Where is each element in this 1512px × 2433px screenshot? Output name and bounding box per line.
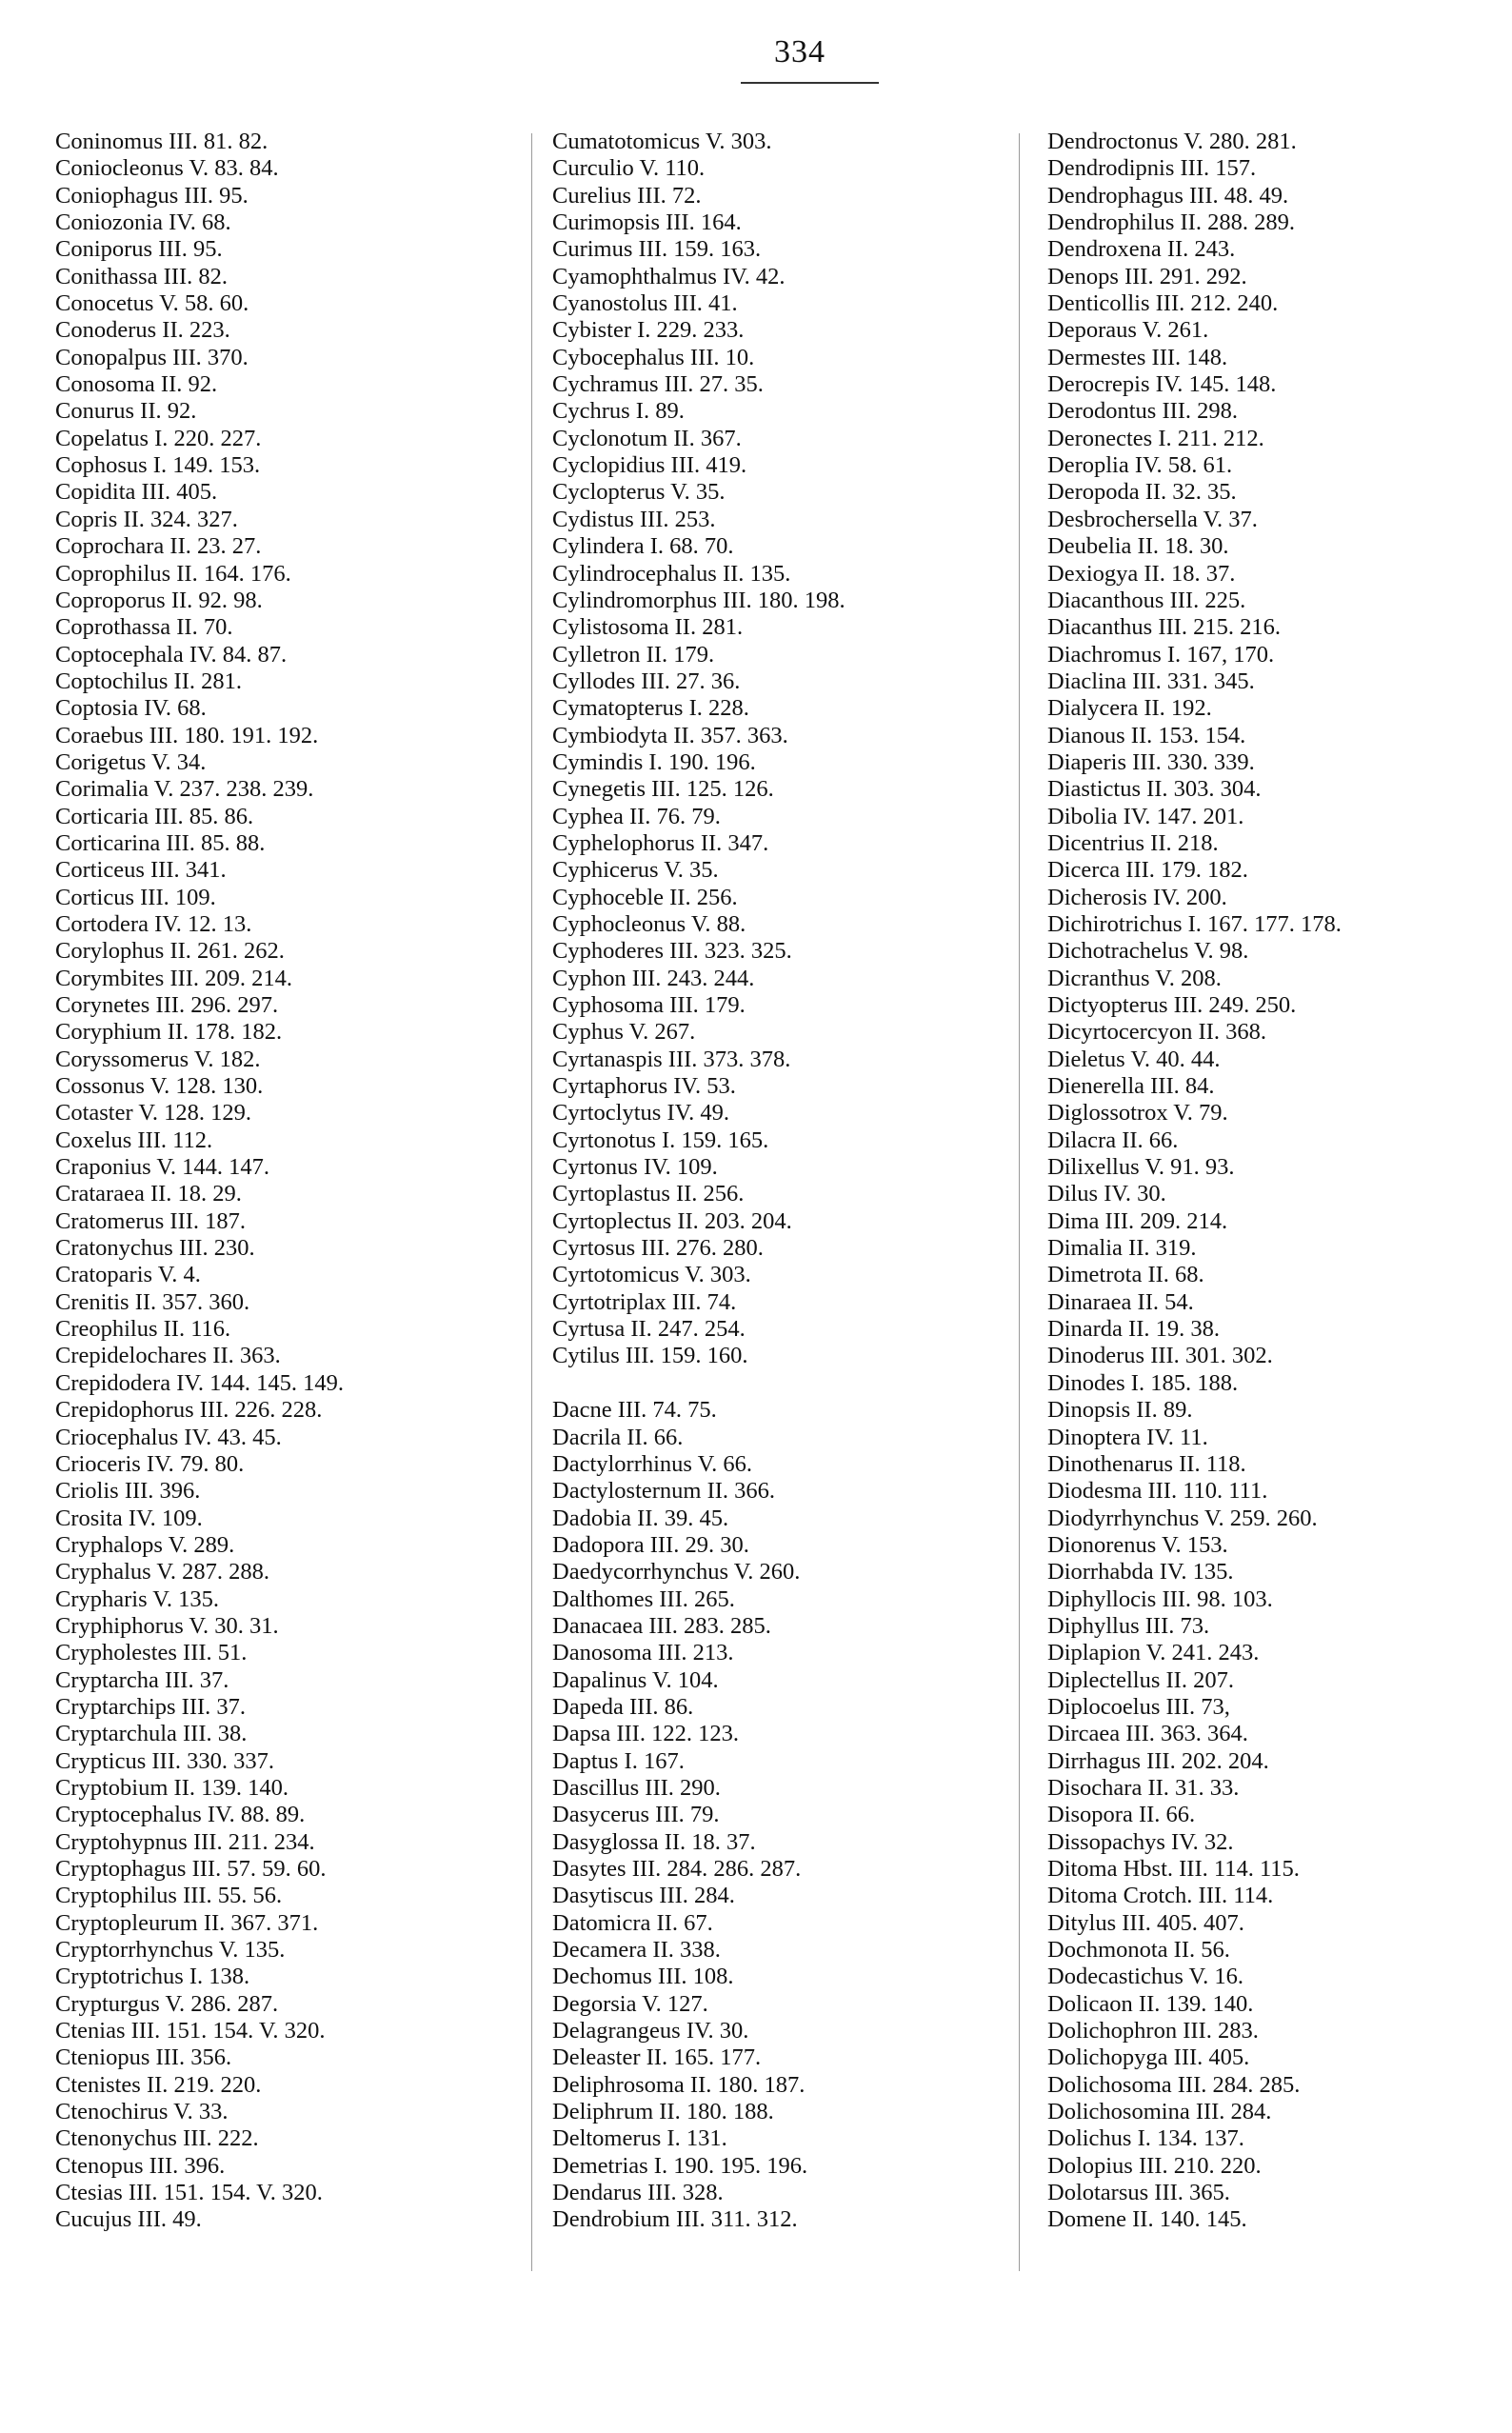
index-entry: Crypticus III. 330. 337.: [55, 1747, 274, 1774]
index-entry: Deliphrum II. 180. 188.: [552, 2099, 774, 2125]
index-entry: Coninomus III. 81. 82.: [55, 129, 269, 154]
index-entry: Dolotarsus III. 365.: [1047, 2180, 1230, 2206]
index-entry: Ctenistes II. 219. 220.: [55, 2071, 262, 2098]
index-entry: Cynegetis III. 125. 126.: [552, 776, 774, 803]
index-entry: Coraebus III. 180. 191. 192.: [55, 722, 319, 748]
index-entry: Coprothassa II. 70.: [55, 614, 233, 641]
index-entry: Diacanthous III. 225.: [1047, 587, 1246, 613]
section-gap: [552, 1370, 1028, 1397]
index-entry: Dadobia II. 39. 45.: [552, 1505, 729, 1531]
index-entry: Dactylosternum II. 366.: [552, 1478, 776, 1505]
index-entry: Dendrophilus II. 288. 289.: [1047, 209, 1295, 236]
index-entry: Cyclopidius III. 419.: [552, 452, 747, 479]
index-entry: Diorrhabda IV. 135.: [1047, 1559, 1234, 1585]
index-entry: Cyrtotriplax III. 74.: [552, 1288, 737, 1315]
index-entry: Cyrtoplectus II. 203. 204.: [552, 1207, 792, 1234]
index-entry: Crosita IV. 109.: [55, 1505, 203, 1531]
index-entry: Cossonus V. 128. 130.: [55, 1073, 264, 1100]
index-entry: Cryptopleurum II. 367. 371.: [55, 1909, 319, 1936]
index-entry: Decamera II. 338.: [552, 1937, 721, 1964]
index-entry: Crepidophorus III. 226. 228.: [55, 1397, 323, 1424]
index-entry: Cymbiodyta II. 357. 363.: [552, 722, 788, 748]
index-entry: Dinothenarus II. 118.: [1047, 1450, 1246, 1477]
index-entry: Datomicra II. 67.: [552, 1909, 713, 1936]
index-entry: Cryptarchips III. 37.: [55, 1693, 247, 1720]
index-entry: Cryptobium II. 139. 140.: [55, 1774, 288, 1801]
index-entry: Cryptophilus III. 55. 56.: [55, 1883, 283, 1909]
index-entry: Diodesma III. 110. 111.: [1047, 1478, 1268, 1505]
index-entry: Cryptotrichus I. 138.: [55, 1964, 250, 1990]
index-entry: Crenitis II. 357. 360.: [55, 1288, 250, 1315]
index-entry: Delagrangeus IV. 30.: [552, 2018, 749, 2044]
index-entry: Coproporus II. 92. 98.: [55, 587, 263, 613]
index-entry: Cratoparis V. 4.: [55, 1262, 201, 1288]
index-entry: Cylistosoma II. 281.: [552, 614, 744, 641]
index-entry: Cyanostolus III. 41.: [552, 290, 738, 317]
index-entry: Diplapion V. 241. 243.: [1047, 1640, 1260, 1666]
index-entry: Dionorenus V. 153.: [1047, 1531, 1228, 1558]
index-entry: Curculio V. 110.: [552, 155, 706, 182]
index-entry: Coptocephala IV. 84. 87.: [55, 641, 288, 668]
index-entry: Dascillus III. 290.: [552, 1774, 721, 1801]
index-entry: Dechomus III. 108.: [552, 1964, 734, 1990]
index-entry: Dolichosomina III. 284.: [1047, 2099, 1272, 2125]
index-entry: Coniporus III. 95.: [55, 236, 223, 263]
index-entry: Diaperis III. 330. 339.: [1047, 748, 1255, 775]
index-entry: Daptus I. 167.: [552, 1747, 685, 1774]
index-entry: Diachromus I. 167, 170.: [1047, 641, 1275, 668]
index-entry: Cydistus III. 253.: [552, 506, 716, 532]
index-entry: Conurus II. 92.: [55, 398, 197, 425]
index-entry: Crataraea II. 18. 29.: [55, 1181, 242, 1207]
index-entry: Dinarda II. 19. 38.: [1047, 1316, 1220, 1343]
index-entry: Cratomerus III. 187.: [55, 1207, 247, 1234]
index-entry: Daedycorrhynchus V. 260.: [552, 1559, 801, 1585]
index-entry: Dermestes III. 148.: [1047, 344, 1228, 370]
index-entry: Crypharis V. 135.: [55, 1585, 219, 1612]
index-column-2: [552, 129, 1028, 2234]
index-entry: Curimopsis III. 164.: [552, 209, 742, 236]
index-entry: Cryphalops V. 289.: [55, 1531, 235, 1558]
index-entry: Cortodera IV. 12. 13.: [55, 910, 252, 937]
index-entry: Cryphalus V. 287. 288.: [55, 1559, 270, 1585]
index-entry: Conithassa III. 82.: [55, 263, 228, 289]
index-entry: Dapsa III. 122. 123.: [552, 1721, 739, 1747]
index-entry: Cteniopus III. 356.: [55, 2044, 232, 2071]
index-entry: Dolicaon II. 139. 140.: [1047, 1990, 1254, 2017]
index-entry: Cymatopterus I. 228.: [552, 695, 749, 722]
index-entry: Diaclina III. 331. 345.: [1047, 668, 1255, 694]
index-entry: Dircaea III. 363. 364.: [1047, 1721, 1248, 1747]
index-entry: Cyphelophorus II. 347.: [552, 829, 769, 856]
index-entry: Degorsia V. 127.: [552, 1990, 708, 2017]
index-entry: Dadopora III. 29. 30.: [552, 1531, 749, 1558]
index-entry: Deronectes I. 211. 212.: [1047, 425, 1264, 451]
index-entry: Coptosia IV. 68.: [55, 695, 207, 722]
index-entry: Diphyllocis III. 98. 103.: [1047, 1585, 1273, 1612]
index-entry: Dendrodipnis III. 157.: [1047, 155, 1257, 182]
index-entry: Ditoma Crotch. III. 114.: [1047, 1883, 1274, 1909]
index-entry: Criolis III. 396.: [55, 1478, 201, 1505]
index-entry: Cymindis I. 190. 196.: [552, 748, 756, 775]
index-entry: Dacne III. 74. 75.: [552, 1397, 717, 1424]
index-entry: Dibolia IV. 147. 201.: [1047, 803, 1244, 829]
index-entry: Cychramus III. 27. 35.: [552, 371, 764, 398]
index-entry: Dialycera II. 192.: [1047, 695, 1212, 722]
index-entry: Crepidelochares II. 363.: [55, 1343, 281, 1369]
index-entry: Dendroctonus V. 280. 281.: [1047, 129, 1297, 154]
index-entry: Deroplia IV. 58. 61.: [1047, 452, 1233, 479]
index-entry: Dinodes I. 185. 188.: [1047, 1369, 1239, 1396]
index-entry: Denticollis III. 212. 240.: [1047, 290, 1279, 317]
index-entry: Dasycerus III. 79.: [552, 1802, 720, 1828]
index-entry: Cryptocephalus IV. 88. 89.: [55, 1802, 306, 1828]
index-entry: Deltomerus I. 131.: [552, 2125, 727, 2152]
index-entry: Dapeda III. 86.: [552, 1693, 694, 1720]
index-entry: Crioceris IV. 79. 80.: [55, 1450, 245, 1477]
index-entry: Dalthomes III. 265.: [552, 1585, 735, 1612]
index-entry: Cyrtoclytus IV. 49.: [552, 1100, 730, 1127]
index-entry: Dolopius III. 210. 220.: [1047, 2152, 1262, 2179]
index-entry: Dexiogya II. 18. 37.: [1047, 560, 1236, 587]
index-entry: Danosoma III. 213.: [552, 1640, 734, 1666]
index-entry: Danacaea III. 283. 285.: [552, 1612, 771, 1639]
index-entry: Conosoma II. 92.: [55, 371, 218, 398]
index-entry: Diplectellus II. 207.: [1047, 1666, 1234, 1693]
index-entry: Cyphoderes III. 323. 325.: [552, 938, 792, 965]
index-entry: Dinaraea II. 54.: [1047, 1288, 1194, 1315]
index-entry: Coprochara II. 23. 27.: [55, 533, 262, 560]
index-entry: Dicentrius II. 218.: [1047, 829, 1219, 856]
index-entry: Domene II. 140. 145.: [1047, 2206, 1247, 2233]
index-entry: Coprophilus II. 164. 176.: [55, 560, 291, 587]
index-entry: Deleaster II. 165. 177.: [552, 2044, 762, 2071]
index-entry: Cyrtotomicus V. 303.: [552, 1262, 751, 1288]
index-entry: Dieletus V. 40. 44.: [1047, 1046, 1221, 1072]
index-entry: Copelatus I. 220. 227.: [55, 425, 262, 451]
index-entry: Cyphus V. 267.: [552, 1019, 696, 1046]
index-entry: Cylletron II. 179.: [552, 641, 715, 668]
index-entry: Conopalpus III. 370.: [55, 344, 249, 370]
index-entry: Cratonychus III. 230.: [55, 1235, 255, 1262]
index-entry: Conoderus II. 223.: [55, 317, 230, 344]
index-entry: Ctenopus III. 396.: [55, 2152, 226, 2179]
index-entry: Ctenias III. 151. 154. V. 320.: [55, 2018, 326, 2044]
index-entry: Dimetrota II. 68.: [1047, 1262, 1204, 1288]
index-entry: Cyphocleonus V. 88.: [552, 910, 746, 937]
index-entry: Crypturgus V. 286. 287.: [55, 1990, 279, 2017]
index-entry: Cyrtonotus I. 159. 165.: [552, 1127, 769, 1153]
index-entry: Dinopsis II. 89.: [1047, 1397, 1193, 1424]
index-entry: Cyphoceble II. 256.: [552, 884, 738, 910]
index-entry: Copidita III. 405.: [55, 479, 218, 506]
index-entry: Cyclonotum II. 367.: [552, 425, 742, 451]
index-entry: Corticeus III. 341.: [55, 857, 227, 884]
index-entry: Dichirotrichus I. 167. 177. 178.: [1047, 910, 1342, 937]
index-entry: Deliphrosoma II. 180. 187.: [552, 2071, 806, 2098]
index-entry: Dacrila II. 66.: [552, 1424, 684, 1450]
index-entry: Dolichus I. 134. 137.: [1047, 2125, 1244, 2152]
index-entry: Crypholestes III. 51.: [55, 1640, 248, 1666]
index-entry: Ctenochirus V. 33.: [55, 2099, 229, 2125]
index-entry: Dasytiscus III. 284.: [552, 1883, 735, 1909]
index-entry: Cyrtanaspis III. 373. 378.: [552, 1046, 791, 1072]
index-entry: Cytilus III. 159. 160.: [552, 1343, 748, 1369]
index-entry: Corynetes III. 296. 297.: [55, 992, 279, 1018]
index-entry: Ctenonychus III. 222.: [55, 2125, 259, 2152]
index-entry: Criocephalus IV. 43. 45.: [55, 1424, 282, 1450]
index-entry: Derodontus III. 298.: [1047, 398, 1239, 425]
index-entry: Dicranthus V. 208.: [1047, 965, 1222, 991]
index-entry: Dienerella III. 84.: [1047, 1073, 1215, 1100]
index-entry: Coxelus III. 112.: [55, 1127, 213, 1153]
index-entry: Desbrochersella V. 37.: [1047, 506, 1258, 532]
index-entry: Deropoda II. 32. 35.: [1047, 479, 1237, 506]
index-entry: Ditylus III. 405. 407.: [1047, 1909, 1244, 1936]
index-entry: Dolichosoma III. 284. 285.: [1047, 2071, 1301, 2098]
index-entry: Dianous II. 153. 154.: [1047, 722, 1246, 748]
index-entry: Diphyllus III. 73.: [1047, 1612, 1210, 1639]
index-entry: Corymbites III. 209. 214.: [55, 965, 293, 991]
index-entry: Cyphon III. 243. 244.: [552, 965, 755, 991]
column-divider: [531, 133, 532, 2271]
index-entry: Dendarus III. 328.: [552, 2180, 724, 2206]
index-entry: Dicyrtocercyon II. 368.: [1047, 1019, 1266, 1046]
index-entry: Dicerca III. 179. 182.: [1047, 857, 1248, 884]
index-entry: Cryptorrhynchus V. 135.: [55, 1937, 286, 1964]
index-entry: Craponius V. 144. 147.: [55, 1154, 270, 1181]
index-entry: Dactylorrhinus V. 66.: [552, 1450, 753, 1477]
index-entry: Cylindera I. 68. 70.: [552, 533, 734, 560]
index-entry: Dendrophagus III. 48. 49.: [1047, 182, 1289, 209]
index-entry: Crepidodera IV. 144. 145. 149.: [55, 1369, 345, 1396]
index-entry: Diodyrrhynchus V. 259. 260.: [1047, 1505, 1318, 1531]
index-entry: Cryptohypnus III. 211. 234.: [55, 1828, 315, 1855]
index-entry: Coryphium II. 178. 182.: [55, 1019, 283, 1046]
index-entry: Corylophus II. 261. 262.: [55, 938, 285, 965]
index-entry: Cyrtusa II. 247. 254.: [552, 1316, 746, 1343]
index-entry: Cotaster V. 128. 129.: [55, 1100, 251, 1127]
index-column-1: [55, 129, 531, 2234]
index-entry: Dasyglossa II. 18. 37.: [552, 1828, 756, 1855]
index-entry: Dictyopterus III. 249. 250.: [1047, 992, 1297, 1018]
index-entry: Cyrtaphorus IV. 53.: [552, 1073, 736, 1100]
index-entry: Ditoma Hbst. III. 114. 115.: [1047, 1856, 1300, 1882]
index-entry: Cucujus III. 49.: [55, 2206, 202, 2233]
index-column-3: [1047, 129, 1504, 2234]
index-entry: Corticaria III. 85. 86.: [55, 803, 254, 829]
index-entry: Coniocleonus V. 83. 84.: [55, 155, 279, 182]
index-entry: Disochara II. 31. 33.: [1047, 1774, 1240, 1801]
index-entry: Cyphea II. 76. 79.: [552, 803, 721, 829]
index-entry: Curelius III. 72.: [552, 182, 702, 209]
index-entry: Dolichopyga III. 405.: [1047, 2044, 1250, 2071]
index-entry: Dodecastichus V. 16.: [1047, 1964, 1243, 1990]
index-entry: Derocrepis IV. 145. 148.: [1047, 371, 1277, 398]
index-entry: Denops III. 291. 292.: [1047, 263, 1247, 289]
index-entry: Coniophagus III. 95.: [55, 182, 249, 209]
index-entry: Diglossotrox V. 79.: [1047, 1100, 1228, 1127]
index-entry: Dicherosis IV. 200.: [1047, 884, 1227, 910]
index-entry: Disopora II. 66.: [1047, 1802, 1196, 1828]
index-entry: Cophosus I. 149. 153.: [55, 452, 261, 479]
index-entry: Cylindrocephalus II. 135.: [552, 560, 791, 587]
index-entry: Cyclopterus V. 35.: [552, 479, 726, 506]
index-entry: Coptochilus II. 281.: [55, 668, 242, 694]
index-entry: Cybocephalus III. 10.: [552, 344, 755, 370]
index-entry: Cyamophthalmus IV. 42.: [552, 263, 786, 289]
page-number: 334: [774, 34, 826, 70]
index-entry: Dirrhagus III. 202. 204.: [1047, 1747, 1269, 1774]
index-entry: Creophilus II. 116.: [55, 1316, 231, 1343]
index-entry: Cybister I. 229. 233.: [552, 317, 745, 344]
index-entry: Dasytes III. 284. 286. 287.: [552, 1856, 802, 1882]
index-entry: Dilixellus V. 91. 93.: [1047, 1154, 1235, 1181]
index-entry: Cyrtoplastus II. 256.: [552, 1181, 745, 1207]
index-entry: Cyphicerus V. 35.: [552, 857, 719, 884]
index-entry: Cryptarcha III. 37.: [55, 1666, 229, 1693]
index-entry: Corimalia V. 237. 238. 239.: [55, 776, 314, 803]
index-entry: Cyllodes III. 27. 36.: [552, 668, 741, 694]
index-entry: Cyrtosus III. 276. 280.: [552, 1235, 764, 1262]
index-entry: Dinoderus III. 301. 302.: [1047, 1343, 1273, 1369]
index-entry: Cryphiphorus V. 30. 31.: [55, 1612, 279, 1639]
index-entry: Dichotrachelus V. 98.: [1047, 938, 1249, 965]
index-entry: Dochmonota II. 56.: [1047, 1937, 1230, 1964]
index-entry: Dima III. 209. 214.: [1047, 1207, 1228, 1234]
index-entry: Diplocoelus III. 73,: [1047, 1693, 1230, 1720]
index-entry: Dapalinus V. 104.: [552, 1666, 719, 1693]
index-entry: Corticus III. 109.: [55, 884, 216, 910]
index-entry: Dendroxena II. 243.: [1047, 236, 1236, 263]
index-entry: Cryptophagus III. 57. 59. 60.: [55, 1856, 327, 1882]
index-entry: Cryptarchula III. 38.: [55, 1721, 248, 1747]
index-entry: Deporaus V. 261.: [1047, 317, 1209, 344]
index-entry: Dissopachys IV. 32.: [1047, 1828, 1234, 1855]
index-entry: Corticarina III. 85. 88.: [55, 829, 266, 856]
index-entry: Coryssomerus V. 182.: [55, 1046, 261, 1072]
index-entry: Diastictus II. 303. 304.: [1047, 776, 1262, 803]
index-entry: Dinoptera IV. 11.: [1047, 1424, 1208, 1450]
index-entry: Demetrias I. 190. 195. 196.: [552, 2152, 808, 2179]
index-entry: Cyrtonus IV. 109.: [552, 1154, 718, 1181]
index-entry: Dendrobium III. 311. 312.: [552, 2206, 798, 2233]
index-entry: Ctesias III. 151. 154. V. 320.: [55, 2180, 323, 2206]
index-entry: Cychrus I. 89.: [552, 398, 685, 425]
index-entry: Deubelia II. 18. 30.: [1047, 533, 1229, 560]
index-entry: Cumatotomicus V. 303.: [552, 129, 772, 154]
page-number-rule: [741, 82, 879, 84]
index-entry: Conocetus V. 58. 60.: [55, 290, 249, 317]
index-entry: Cylindromorphus III. 180. 198.: [552, 587, 846, 613]
index-entry: Diacanthus III. 215. 216.: [1047, 614, 1281, 641]
index-entry: Curimus III. 159. 163.: [552, 236, 762, 263]
index-entry: Copris II. 324. 327.: [55, 506, 238, 532]
index-entry: Dilus IV. 30.: [1047, 1181, 1166, 1207]
index-entry: Dolichophron III. 283.: [1047, 2018, 1259, 2044]
index-entry: Cyphosoma III. 179.: [552, 992, 746, 1018]
index-entry: Corigetus V. 34.: [55, 748, 207, 775]
index-entry: Dilacra II. 66.: [1047, 1127, 1179, 1153]
index-entry: Coniozonia IV. 68.: [55, 209, 231, 236]
index-entry: Dimalia II. 319.: [1047, 1235, 1197, 1262]
